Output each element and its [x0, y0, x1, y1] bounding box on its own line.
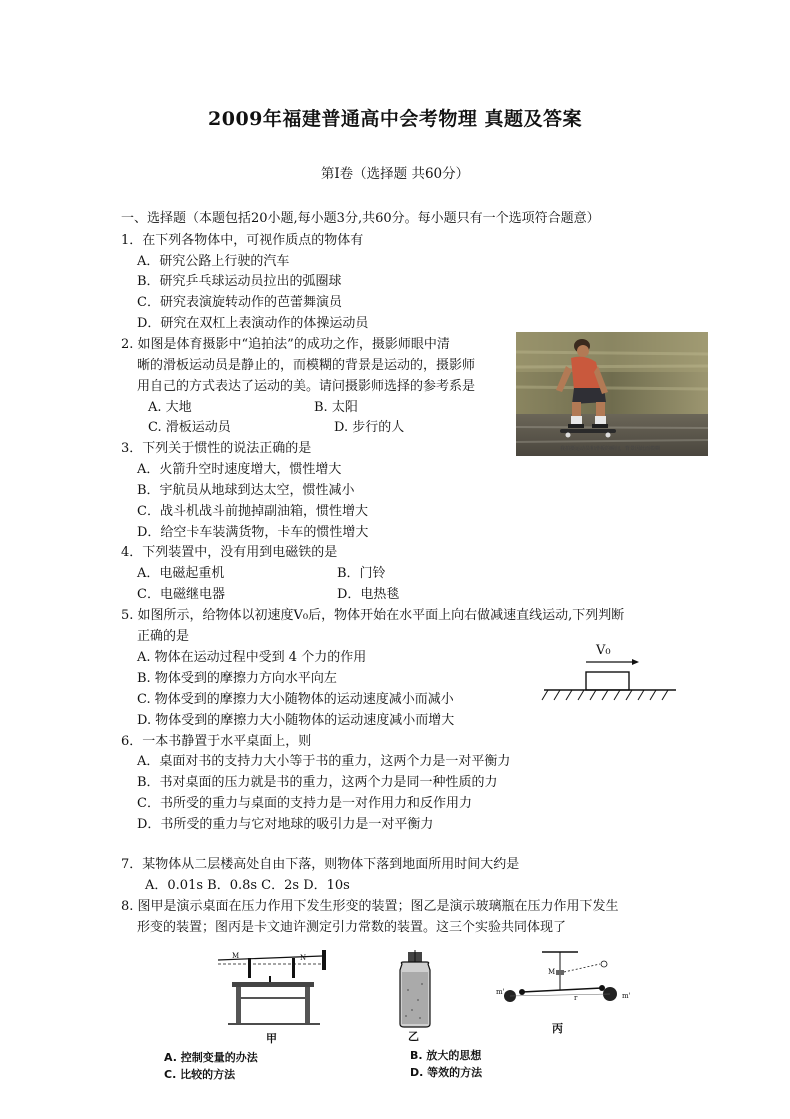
- q3-option-a: A．火箭升空时速度增大，惯性增大: [137, 462, 342, 477]
- q6-stem: 6．一本书静置于水平桌面上，则: [121, 734, 312, 749]
- figure-bing-label: 丙: [552, 1022, 563, 1035]
- q2-stem-line1: 2. 如图是体育摄影中“追拍法”的成功之作，摄影师眼中清: [121, 337, 450, 352]
- q8-option-b: B. 放大的思想: [410, 1049, 482, 1062]
- q3-stem: 3．下列关于惯性的说法正确的是: [121, 441, 312, 456]
- q8-option-a: A. 控制变量的办法: [164, 1051, 258, 1064]
- figure-yi-label: 乙: [408, 1030, 419, 1043]
- q5-option-b: B. 物体受到的摩擦力方向水平向左: [137, 671, 337, 686]
- q6-option-b: B．书对桌面的压力就是书的重力，这两个力是同一种性质的力: [137, 775, 498, 790]
- q2-option-b: B. 太阳: [314, 400, 358, 415]
- skateboarder-photo: [516, 332, 708, 456]
- section-subtitle: 第Ⅰ卷（选择题 共60分）: [320, 166, 470, 182]
- q4-option-c: C．电磁继电器: [137, 587, 225, 602]
- section-instructions: 一、选择题（本题包括20小题,每小题3分,共60分。每小题只有一个选项符合题意）: [121, 211, 600, 226]
- q2-stem-line2: 晰的滑板运动员是静止的，而模糊的背景是运动的，摄影师: [137, 358, 476, 373]
- q3-option-b: B．宇航员从地球到达太空，惯性减小: [137, 483, 355, 498]
- q6-option-d: D．书所受的重力与它对地球的吸引力是一对平衡力: [137, 817, 434, 832]
- q5-stem-line2: 正确的是: [137, 629, 190, 644]
- q2-option-a: A. 大地: [148, 400, 192, 415]
- q5-block-figure: [540, 644, 680, 706]
- q3-option-d: D．给空卡车装满货物，卡车的惯性增大: [137, 525, 369, 540]
- svg-text:M: M: [548, 968, 556, 976]
- q1-option-a: A．研究公路上行驶的汽车: [137, 254, 290, 269]
- q5-option-c: C. 物体受到的摩擦力大小随物体的运动速度减小而减小: [137, 692, 454, 707]
- q6-option-a: A．桌面对书的支持力大小等于书的重力，这两个力是一对平衡力: [137, 754, 511, 769]
- page-title: 2009年福建普通高中会考物理 真题及答案: [208, 108, 582, 130]
- svg-text:m': m': [496, 988, 505, 996]
- q2-stem-line3: 用自己的方式表达了运动的美。请问摄影师选择的参考系是: [137, 379, 476, 394]
- q7-stem: 7．某物体从二层楼高处自由下落，则物体下落到地面所用时间大约是: [121, 857, 520, 872]
- q5-option-a: A. 物体在运动过程中受到 4 个力的作用: [137, 650, 367, 665]
- q5-option-d: D. 物体受到的摩擦力大小随物体的运动速度减小而增大: [137, 713, 455, 728]
- q8-option-c: C. 比较的方法: [164, 1068, 236, 1081]
- q6-option-c: C．书所受的重力与桌面的支持力是一对作用力和反作用力: [137, 796, 472, 811]
- q1-option-c: C．研究表演旋转动作的芭蕾舞演员: [137, 295, 342, 310]
- q3-option-c: C．战斗机战斗前抛掉副油箱，惯性增大: [137, 504, 368, 519]
- q4-stem: 4．下列装置中，没有用到电磁铁的是: [121, 545, 338, 560]
- q4-option-b: B．门铃: [337, 566, 386, 581]
- q5-stem-line1: 5. 如图所示，给物体以初速度V₀后，物体开始在水平面上向右做减速直线运动,下列判断: [121, 608, 625, 623]
- q8-option-d: D. 等效的方法: [410, 1066, 483, 1079]
- v0-label: V₀: [596, 643, 611, 658]
- q1-option-d: D．研究在双杠上表演动作的体操运动员: [137, 316, 369, 331]
- q8-stem-line2: 形变的装置；图丙是卡文迪许测定引力常数的装置。这三个实验共同体现了: [137, 920, 567, 935]
- svg-text:M: M: [232, 952, 240, 960]
- figure-jia-table-deformation: [210, 948, 335, 1032]
- q7-options: A．0.01s B．0.8s C．2s D．10s: [145, 878, 350, 893]
- q2-option-d: D. 步行的人: [334, 420, 405, 435]
- svg-text:r: r: [574, 994, 578, 1002]
- q4-option-a: A．电磁起重机: [137, 566, 225, 581]
- q4-option-d: D．电热毯: [337, 587, 400, 602]
- svg-text:m': m': [622, 992, 631, 1000]
- figure-jia-label: 甲: [266, 1032, 277, 1045]
- q1-stem: 1．在下列各物体中，可视作质点的物体有: [121, 233, 364, 248]
- figure-yi-glass-bottle: [390, 950, 440, 1028]
- q1-option-b: B．研究乒乓球运动员拉出的弧圈球: [137, 274, 342, 289]
- svg-text:N: N: [300, 954, 307, 962]
- q8-stem-line1: 8. 图甲是演示桌面在压力作用下发生形变的装置；图乙是演示玻璃瓶在压力作用下发生: [121, 899, 619, 914]
- q2-option-c: C. 滑板运动员: [148, 420, 231, 435]
- figure-bing-cavendish-apparatus: [492, 950, 647, 1022]
- photo-caption: 我拍摄运动员和滑板的瞬间，背景因此而模糊: [560, 446, 661, 452]
